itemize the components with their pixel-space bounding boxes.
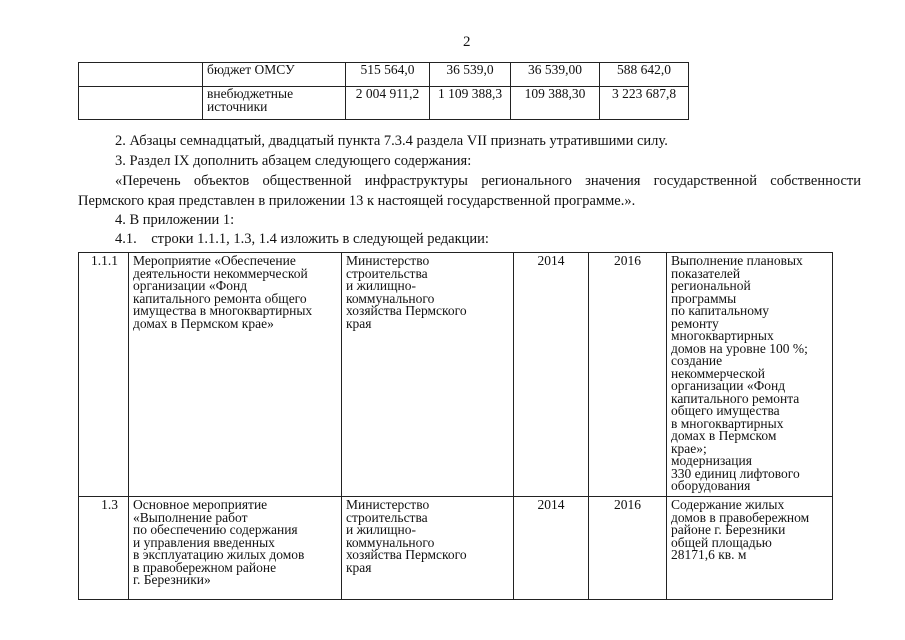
- text-line: районе г. Березники: [671, 522, 786, 537]
- text-line: и жилищно-: [346, 278, 416, 293]
- measure-name: [129, 253, 342, 497]
- text-line: 28171,6 кв. м: [671, 547, 747, 562]
- text-line: края: [346, 559, 372, 575]
- text-line: общей площадью: [671, 534, 772, 550]
- text-line: и управления введенных: [133, 534, 275, 550]
- empty-cell: [79, 87, 203, 120]
- end-year: 2016: [589, 253, 667, 497]
- paragraph: «Перечень объектов общественной инфраструктуры регионального значения государственной собственности: [115, 173, 861, 189]
- text-line: Выполнение плановых: [671, 253, 803, 268]
- text-line: домов в правобережном: [671, 509, 810, 525]
- text-line: организации «Фонд: [133, 278, 248, 293]
- text-line: организации «Фонд: [671, 378, 786, 393]
- text-line: «Выполнение работ: [133, 509, 248, 525]
- text-line: Содержание жилых: [671, 497, 785, 512]
- text-line: хозяйства Пермского: [346, 303, 467, 318]
- row-code: 1.1.1: [79, 253, 129, 497]
- text-line: коммунального: [346, 534, 435, 550]
- expected-result: [667, 497, 833, 600]
- text-line: коммунального: [346, 290, 435, 306]
- text-line: и жилищно-: [346, 522, 416, 537]
- value-cell: 2 004 911,2: [346, 87, 430, 120]
- text-line: по капитальному: [671, 303, 770, 318]
- text-line: домах в Пермском: [671, 428, 777, 443]
- end-year: 2016: [589, 497, 667, 600]
- paragraph: 3. Раздел IX дополнить абзацем следующего содержания:: [115, 153, 472, 169]
- text-line: хозяйства Пермского: [346, 547, 467, 562]
- text-line: капитального ремонта общего: [133, 290, 307, 306]
- text-line: в правобережном районе: [133, 559, 277, 575]
- start-year: 2014: [514, 497, 589, 600]
- empty-cell: [79, 63, 203, 87]
- value-cell: 588 642,0: [600, 63, 689, 87]
- text-line: Министерство: [346, 497, 430, 512]
- value-cell: 109 388,30: [511, 87, 600, 120]
- start-year: 2014: [514, 253, 589, 497]
- measure-name: [129, 497, 342, 600]
- text-line: 330 единиц лифтового: [671, 465, 800, 481]
- budget-table: [78, 62, 689, 120]
- text-line: региональной: [671, 278, 751, 293]
- text-line: общего имущества: [671, 403, 780, 418]
- text-line: крае»;: [671, 440, 707, 456]
- value-cell: 3 223 687,8: [600, 87, 689, 120]
- text-line: в эксплуатацию жилых домов: [133, 547, 305, 562]
- text-line: капитального ремонта: [671, 390, 800, 406]
- text-line: г. Березники»: [133, 572, 211, 587]
- table-row: [79, 497, 833, 600]
- label-line: внебюджетные: [207, 86, 294, 101]
- table-row: [79, 253, 833, 497]
- source-label: [203, 87, 346, 120]
- page-number: 2: [463, 34, 471, 50]
- value-cell: 36 539,00: [511, 63, 600, 87]
- value-cell: 515 564,0: [346, 63, 430, 87]
- text-line: по обеспечению содержания: [133, 522, 298, 537]
- text-line: программы: [671, 290, 737, 306]
- executor: [342, 253, 514, 497]
- text-line: имущества в многоквартирных: [133, 303, 313, 318]
- measures-table: [78, 252, 833, 600]
- value-cell: 36 539,0: [430, 63, 511, 87]
- text-line: показателей: [671, 265, 741, 281]
- text-line: оборудования: [671, 478, 751, 493]
- text-line: домах в Пермском крае»: [133, 315, 274, 331]
- table-row: [79, 63, 689, 87]
- text-line: многоквартирных: [671, 328, 774, 343]
- paragraph: 2. Абзацы семнадцатый, двадцатый пункта 7.3.4 раздела VII признать утратившими силу.: [115, 133, 668, 149]
- row-code: 1.3: [79, 497, 129, 600]
- text-line: создание: [671, 353, 723, 368]
- paragraph: 4.1. строки 1.1.1, 1.3, 1.4 изложить в следующей редакции:: [115, 231, 489, 247]
- executor: [342, 497, 514, 600]
- text-line: строительства: [346, 265, 428, 281]
- text-line: Основное мероприятие: [133, 497, 268, 512]
- text-line: домов на уровне 100 %;: [671, 340, 808, 356]
- text-line: деятельности некоммерческой: [133, 265, 308, 281]
- text-line: Мероприятие «Обеспечение: [133, 253, 296, 268]
- paragraph: 4. В приложении 1:: [115, 212, 235, 228]
- source-label: бюджет ОМСУ: [203, 63, 346, 87]
- paragraph: Пермского края представлен в приложении 13 к настоящей государственной программе.».: [78, 193, 636, 209]
- text-line: модернизация: [671, 453, 752, 468]
- text-line: некоммерческой: [671, 365, 766, 381]
- text-line: строительства: [346, 509, 428, 525]
- table-row: [79, 87, 689, 120]
- text-line: Министерство: [346, 253, 430, 268]
- expected-result: [667, 253, 833, 497]
- text-line: в многоквартирных: [671, 415, 784, 431]
- text-line: края: [346, 315, 372, 331]
- text-line: ремонту: [671, 315, 719, 331]
- value-cell: 1 109 388,3: [430, 87, 511, 120]
- label-line: источники: [207, 98, 268, 114]
